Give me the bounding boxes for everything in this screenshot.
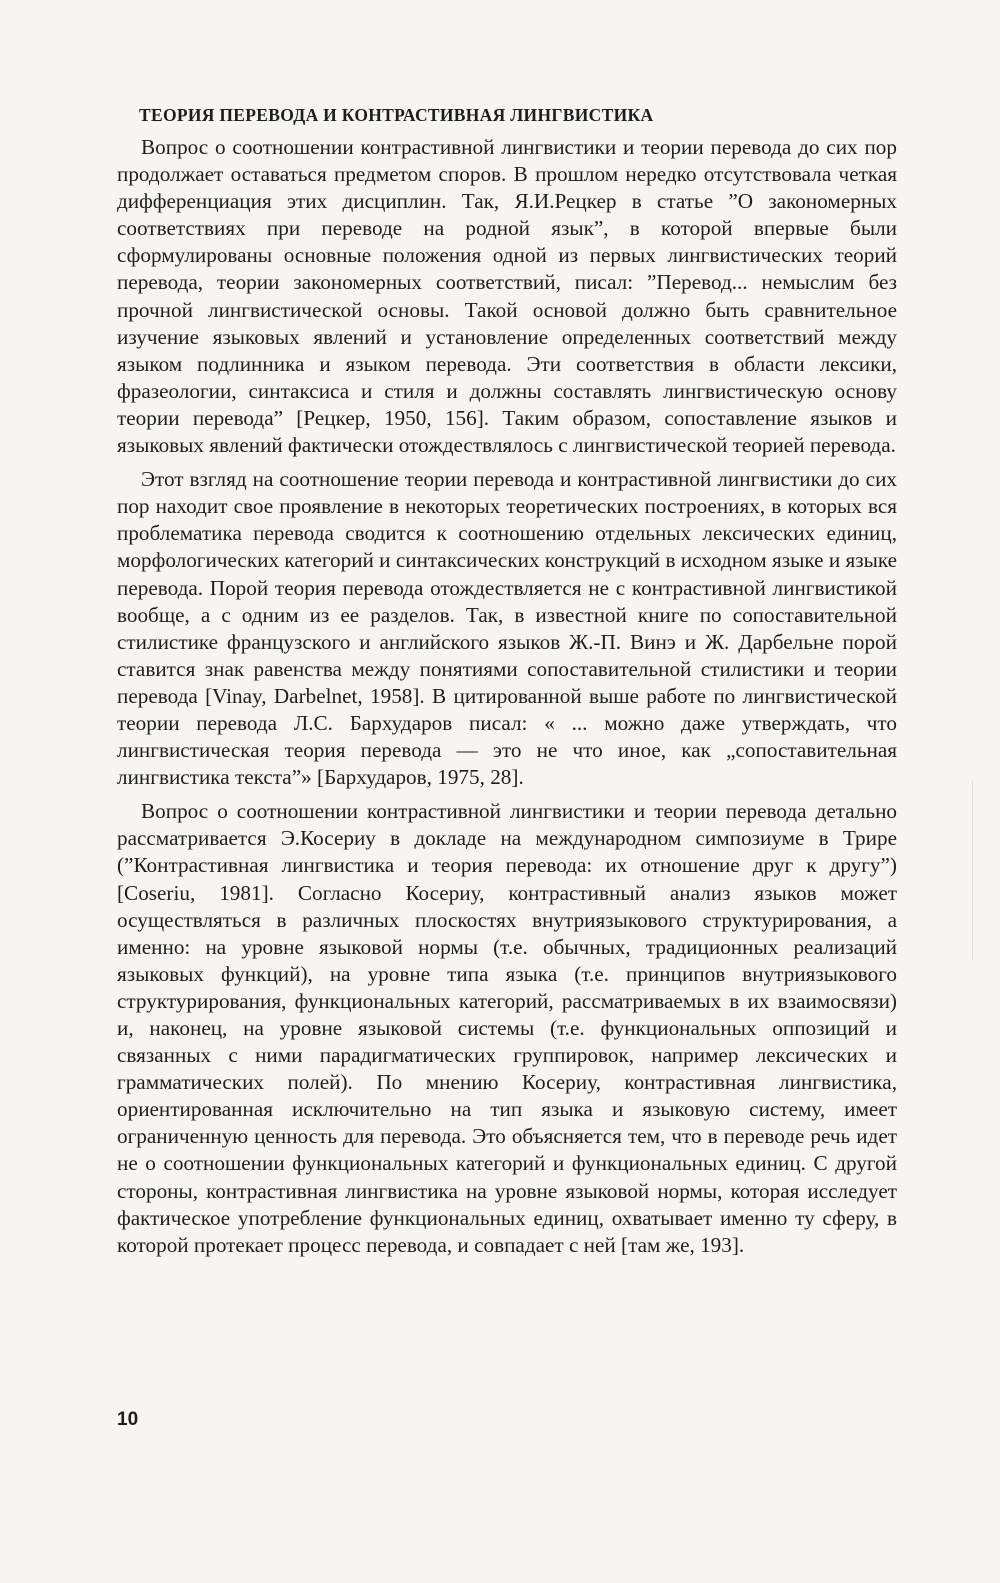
page-content <box>117 102 897 1259</box>
section-heading: ТЕОРИЯ ПЕРЕВОДА И КОНТРАСТИВНАЯ ЛИНГВИСТИКА <box>139 105 654 125</box>
scan-artifact-line <box>972 780 973 960</box>
page-number: 10 <box>117 1409 139 1430</box>
paragraph-3: Вопрос о соотношении контрастивной лингвистики и теории перевода детально рассматривается Э.Косериу в докладе на международном симпозиуме в Трире (”Контрастивная лингвистика и теория перевода: их отношение друг к другу”) [Coseriu, 1981]. Согласно Косериу, контрастивный анализ языков может осуществляться в различных плоскостях внутриязыкового структурирования, а именно: на уровне языковой нормы (т.е. обычных, традиционных реализаций языковых функций), на уровне типа языка (т.е. принципов внутриязыкового структурирования, функциональных категорий, рассматриваемых в их взаимосвязи) и, наконец, на уровне языковой системы (т.е. функциональных оппозиций и связанных с ними парадигматических группировок, например лексических и грамматических полей). По мнению Косериу, контрастивная лингвистика, ориентированная исключительно на тип языка и языковую систему, имеет ограниченную ценность для перевода. Это объясняется тем, что в переводе речь идет не о соотношении функциональных категорий и функциональных единиц. С другой стороны, контрастивная лингвистика на уровне языковой нормы, которая исследует фактическое употребление функциональных единиц, охватывает именно ту сферу, в которой протекает процесс перевода, и совпадает с ней [там же, 193]. <box>117 799 897 1257</box>
paragraph-1: Вопрос о соотношении контрастивной лингвистики и теории перевода до сих пор продолжает оставаться предметом споров. В прошлом нередко отсутствовала четкая дифференциация этих дисциплин. Так, Я.И.Рецкер в статье ”О закономерных соответствиях при переводе на родной язык”, в которой впервые были сформулированы основные положения одной из первых лингвистических теорий перевода, теории закономерных соответствий, писал: ”Перевод... немыслим без прочной лингвистической основы. Такой основой должно быть сравнительное изучение языковых явлений и установление определенных соответствий между языком подлинника и языком перевода. Эти соответствия в области лексики, фразеологии, синтаксиса и стиля и должны составлять лингвистическую основу теории перевода” [Рецкер, 1950, 156]. Таким образом, сопоставление языков и языковых явлений фактически отождествлялось с лингвистической теорией перевода. <box>117 135 897 458</box>
paragraph-2: Этот взгляд на соотношение теории перевода и контрастивной лингвистики до сих пор находит свое проявление в некоторых теоретических построениях, в которых вся проблематика перевода сводится к соотношению отдельных лексических единиц, морфологических категорий и синтаксических конструкций в исходном языке и языке перевода. Порой теория перевода отождествляется не с контрастивной лингвистикой вообще, а с одним из ее разделов. Так, в известной книге по сопоставительной стилистике французского и английского языков Ж.-П. Винэ и Ж. Дарбельне порой ставится знак равенства между понятиями сопоставительной стилистики и теории перевода [Vinay, Darbelnet, 1958]. В цитированной выше работе по лингвистической теории перевода Л.С. Бархударов писал: « ... можно даже утверждать, что лингвистическая теория перевода — это не что иное, как „сопоставительная лингвистика текста”» [Бархударов, 1975, 28]. <box>117 467 897 790</box>
